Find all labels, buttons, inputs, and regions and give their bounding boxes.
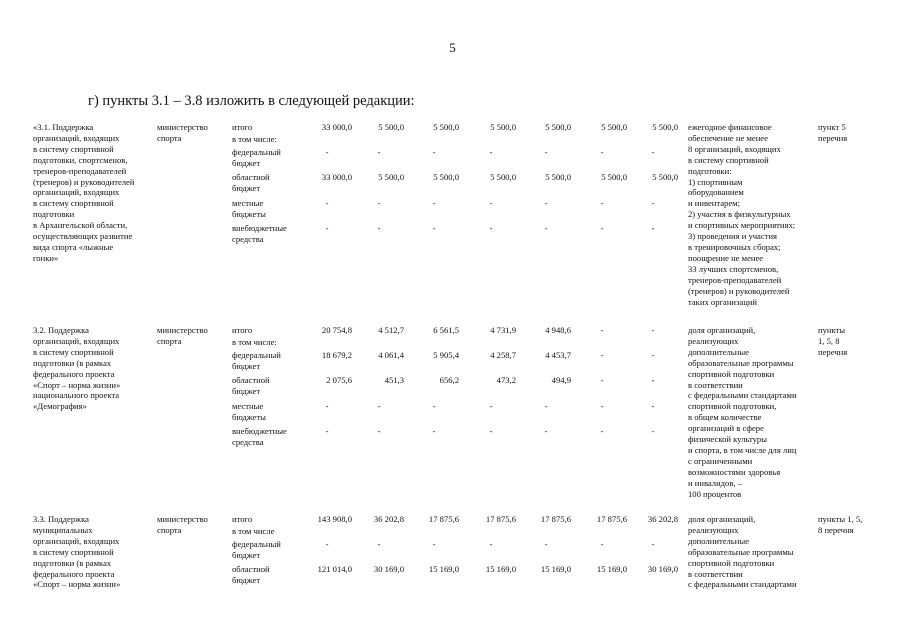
funding-value: 17 875,6 [485,514,516,524]
funding-value: 5 500,0 [433,172,459,182]
funding-value: 5 500,0 [378,172,404,182]
funding-value: 4 512,7 [378,325,404,335]
funding-source-label: в том числе [232,526,275,536]
funding-value: 17 875,6 [428,514,459,524]
funding-value: 4 061,4 [378,350,404,360]
funding-value: - [325,198,329,208]
funding-value: - [600,426,604,436]
funding-source-label: областной бюджет [232,564,270,585]
funding-value: 5 500,0 [490,172,516,182]
funding-value: 451,3 [384,375,404,385]
row-result: доля организаций, реализующих дополнительные образовательные программы спортивной подготовки в соответствии с федеральными стандартами [688,514,797,590]
funding-value: - [489,401,493,411]
funding-value: - [600,198,604,208]
funding-value: - [377,198,381,208]
funding-value: - [600,539,604,549]
funding-source-label: местные бюджеты [232,198,266,219]
funding-value: 18 679,2 [321,350,352,360]
funding-value: - [651,375,655,385]
row-title: «3.1. Поддержка организаций, входящих в систему спортивной подготовки, спортсменов, тренеров-преподавателей (тренеров) и руководителей организаций, входящих в систему спортивной подготовки в Архангельской области, осуществляющих развитие вида спорта «лыжные гонки» [33,122,135,263]
funding-value: 33 000,0 [321,122,352,132]
funding-value: 5 500,0 [490,122,516,132]
row-result: доля организаций, реализующих дополнительные образовательные программы спортивной подготовки в соответствии с федеральными стандартами спортивной подготовки, в общем количестве организаций в сфере физической культуры и спорта, в том числе для лиц с ограниченными возможностями здоровья и инвалидов, – 100 процентов [688,325,797,499]
funding-value: - [651,198,655,208]
funding-value: 36 202,8 [373,514,404,524]
funding-value: - [544,198,548,208]
row-list-reference: пункт 5 перечня [818,122,848,143]
funding-value: 5 500,0 [652,172,678,182]
funding-value: - [325,223,329,233]
funding-value: - [432,426,436,436]
row-list-reference: пункты 1, 5, 8 перечня [818,325,848,357]
funding-source-label: областной бюджет [232,375,270,396]
funding-value: 4 731,9 [490,325,516,335]
funding-value: 656,2 [439,375,459,385]
funding-value: - [651,325,655,335]
row-result: ежегодное финансовое обеспечение не менее 8 организаций, входящих в систему спортивной подготовки: 1) спортивным оборудованием и инвентарем; 2) участия в физкультурных и спортивных мероприятиях; 3) проведения и участия в тренировочных сборах; поощрение не менее 33 лучших спортсменов, тренеров-преподавателей (тренеров) и руководителей таких организаций [688,122,796,307]
funding-value: 4 258,7 [490,350,516,360]
funding-value: - [377,539,381,549]
funding-source-label: внебюджетные средства [232,426,287,447]
row-executor: министерство спорта [157,514,208,535]
funding-value: 5 500,0 [378,122,404,132]
funding-source-label: местные бюджеты [232,401,266,422]
funding-value: - [651,350,655,360]
funding-value: 143 908,0 [317,514,352,524]
funding-value: 36 202,8 [647,514,678,524]
row-executor: министерство спорта [157,325,208,346]
page-number: 5 [449,40,456,55]
row-title: 3.2. Поддержка организаций, входящих в систему спортивной подготовки (в рамках федерального проекта «Спорт – норма жизни» национального проекта «Демография» [33,325,121,412]
funding-value: 5 500,0 [652,122,678,132]
funding-value: 5 500,0 [601,122,627,132]
funding-source-label: внебюджетные средства [232,223,287,244]
row-title: 3.3. Поддержка муниципальных организаций, входящих в систему спортивной подготовки (в рамках федерального проекта «Спорт – норма жизни» [33,514,121,590]
funding-value: 494,9 [551,375,571,385]
funding-source-label: в том числе: [232,337,277,347]
funding-value: - [325,426,329,436]
funding-value: - [325,539,329,549]
funding-value: 473,2 [496,375,516,385]
funding-value: - [325,147,329,157]
funding-value: - [544,223,548,233]
funding-value: - [544,147,548,157]
funding-value: 30 169,0 [647,564,678,574]
funding-value: 15 169,0 [596,564,627,574]
funding-value: - [432,223,436,233]
row-executor: министерство спорта [157,122,208,143]
funding-value: 6 561,5 [433,325,459,335]
funding-source-label: итого [232,514,253,524]
funding-value: - [489,426,493,436]
funding-value: 5 905,4 [433,350,459,360]
funding-value: 2 075,6 [326,375,352,385]
funding-value: 15 169,0 [428,564,459,574]
funding-value: - [432,198,436,208]
funding-value: - [600,375,604,385]
funding-source-label: федеральный бюджет [232,350,281,371]
funding-source-label: итого [232,325,253,335]
funding-value: 33 000,0 [321,172,352,182]
funding-value: - [377,426,381,436]
funding-value: - [544,426,548,436]
funding-source-label: итого [232,122,253,132]
funding-value: 20 754,8 [321,325,352,335]
funding-source-label: областной бюджет [232,172,270,193]
funding-value: - [432,539,436,549]
funding-value: 5 500,0 [545,122,571,132]
funding-value: 5 500,0 [433,122,459,132]
funding-value: - [600,147,604,157]
funding-value: - [489,223,493,233]
funding-value: - [325,401,329,411]
funding-value: - [600,401,604,411]
funding-source-label: федеральный бюджет [232,147,281,168]
funding-value: - [651,426,655,436]
funding-value: - [489,539,493,549]
funding-value: - [432,401,436,411]
funding-value: - [377,223,381,233]
funding-value: - [651,147,655,157]
funding-value: - [600,325,604,335]
funding-value: - [432,147,436,157]
funding-value: 15 169,0 [485,564,516,574]
row-list-reference: пункты 1, 5, 8 перечня [818,514,863,535]
funding-value: - [651,401,655,411]
funding-value: - [651,539,655,549]
funding-value: - [651,223,655,233]
funding-value: 15 169,0 [540,564,571,574]
funding-value: 17 875,6 [540,514,571,524]
funding-value: - [377,401,381,411]
funding-value: - [600,223,604,233]
funding-value: 5 500,0 [601,172,627,182]
funding-value: 30 169,0 [373,564,404,574]
funding-value: 4 453,7 [545,350,571,360]
funding-value: - [489,198,493,208]
funding-value: 4 948,6 [545,325,571,335]
funding-value: - [544,401,548,411]
section-heading: г) пункты 3.1 – 3.8 изложить в следующей редакции: [88,93,415,109]
funding-source-label: федеральный бюджет [232,539,281,560]
funding-value: 121 014,0 [317,564,352,574]
funding-value: - [377,147,381,157]
funding-value: - [544,539,548,549]
funding-value: 5 500,0 [545,172,571,182]
funding-value: 17 875,6 [596,514,627,524]
funding-value: - [489,147,493,157]
funding-value: - [600,350,604,360]
funding-source-label: в том числе: [232,134,277,144]
